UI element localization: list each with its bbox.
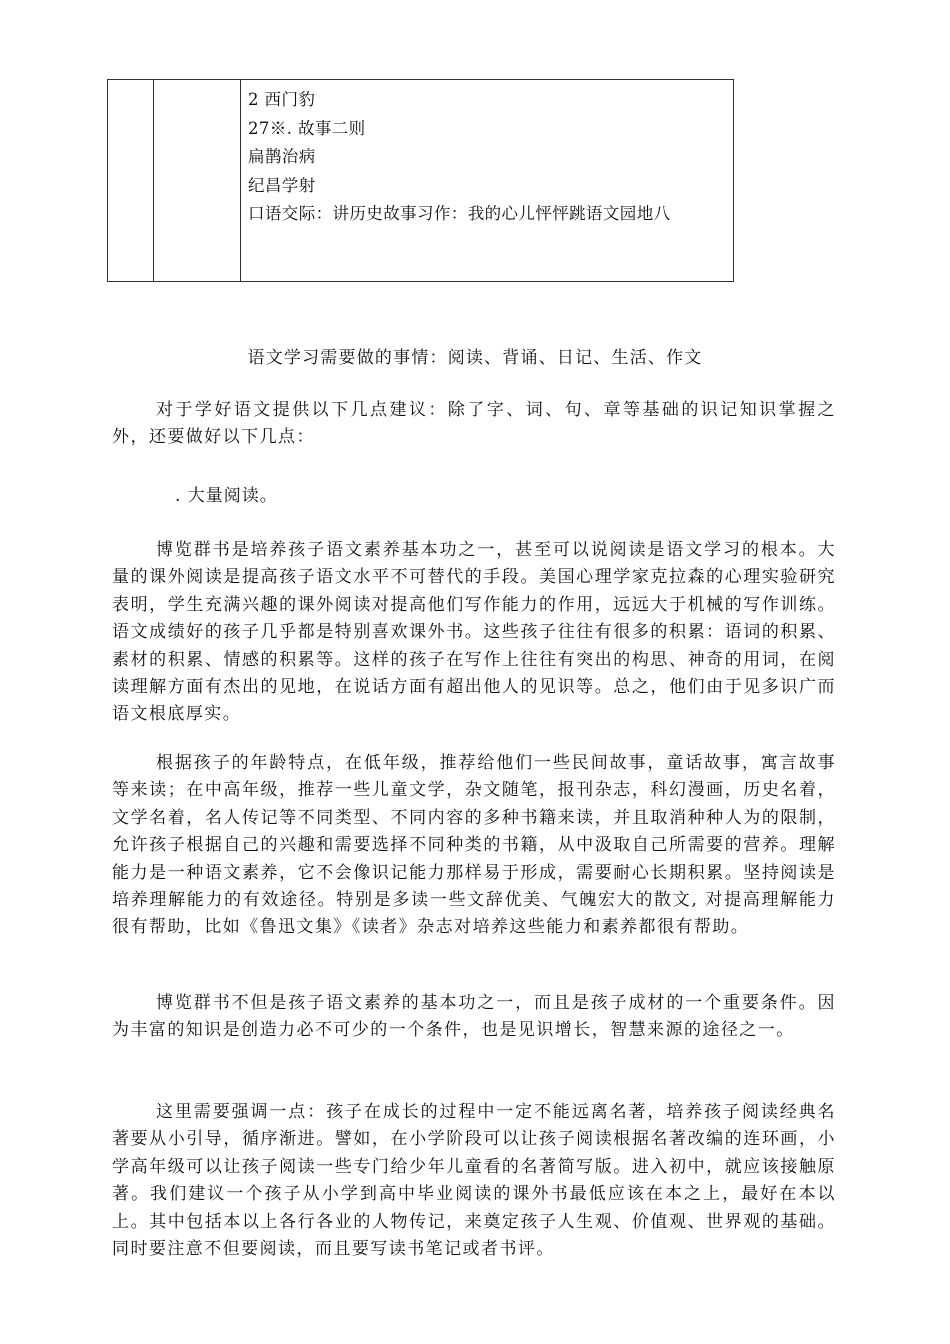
lesson-line: 2 西门豹 xyxy=(248,90,316,109)
section-heading: 语文学习需要做的事情：阅读、背诵、日记、生活、作文 xyxy=(247,348,703,368)
lesson-line: 纪昌学射 xyxy=(248,175,316,195)
intro-paragraph: 对于学好语文提供以下几点建议：除了字、词、句、章等基础的识记知识掌握之外，还要做好以下几点： xyxy=(112,400,836,448)
body-paragraph: 这里需要强调一点：孩子在成长的过程中一定不能远离名著，培养孩子阅读经典名著要从小引导，循序渐进。譬如，在小学阶段可以让孩子阅读根据名著改编的连环画，小学高年级可以让孩子阅读一些专门给少年儿童看的名著简写版。进入初中，就应该接触原著。我们建议一个孩子从小学到高中毕业阅读的课外书最低应该在本之上，最好在本以上。其中包括本以上各行各业的人物传记，来奠定孩子人生观、价值观、世界观的基础。同时要注意不但要阅读，而且要写读书笔记或者书评。 xyxy=(112,1102,836,1260)
table-column-divider xyxy=(153,80,154,281)
body-paragraph: 博览群书不但是孩子语文素养的基本功之一，而且是孩子成材的一个重要条件。因为丰富的知识是创造力必不可少的一个条件，也是见识增长，智慧来源的途径之一。 xyxy=(112,993,836,1041)
body-paragraph: 根据孩子的年龄特点，在低年级，推荐给他们一些民间故事，童话故事，寓言故事等来读；在中高年级，推荐一些儿童文学，杂文随笔，报刊杂志，科幻漫画，历史名着，文学名着，名人传记等不同类型、不同内容的多种书籍来读，并且取消种种人为的限制，允许孩子根据自己的兴趣和需要选择不同种类的书籍，从中汲取自己所需要的营养。理解能力是一种语文素养，它不会像识记能力那样易于形成，需要耐心长期积累。坚持阅读是培养理解能力的有效途径。特别是多读一些文辞优美、气魄宏大的散文, 对提高理解能力很有帮助，比如《鲁迅文集》《读者》杂志对培养这些能力和素养都很有帮助。 xyxy=(112,753,836,938)
subsection-title: . 大量阅读。 xyxy=(175,486,278,506)
syllabus-table xyxy=(107,79,734,282)
body-paragraph: 博览群书是培养孩子语文素养基本功之一，甚至可以说阅读是语文学习的根本。大量的课外阅读是提高孩子语文水平不可替代的手段。美国心理学家克拉森的心理实验研究表明，学生充满兴趣的课外阅读对提高他们写作能力的作用，远远大于机械的写作训练。语文成绩好的孩子几乎都是特别喜欢课外书。这些孩子往往有很多的积累：语词的积累、素材的积累、情感的积累等。这样的孩子在写作上往往有突出的构思、神奇的用词，在阅读理解方面有杰出的见地，在说话方面有超出他人的见识等。总之，他们由于见多识广而语文根底厚实。 xyxy=(112,540,836,725)
lesson-line: 27※. 故事二则 xyxy=(248,118,366,138)
table-column-divider xyxy=(240,80,241,281)
lesson-line: 口语交际：讲历史故事习作：我的心儿怦怦跳语文园地八 xyxy=(248,204,671,224)
lesson-line: 扁鹊治病 xyxy=(248,147,316,167)
table-content-cell xyxy=(248,86,729,229)
